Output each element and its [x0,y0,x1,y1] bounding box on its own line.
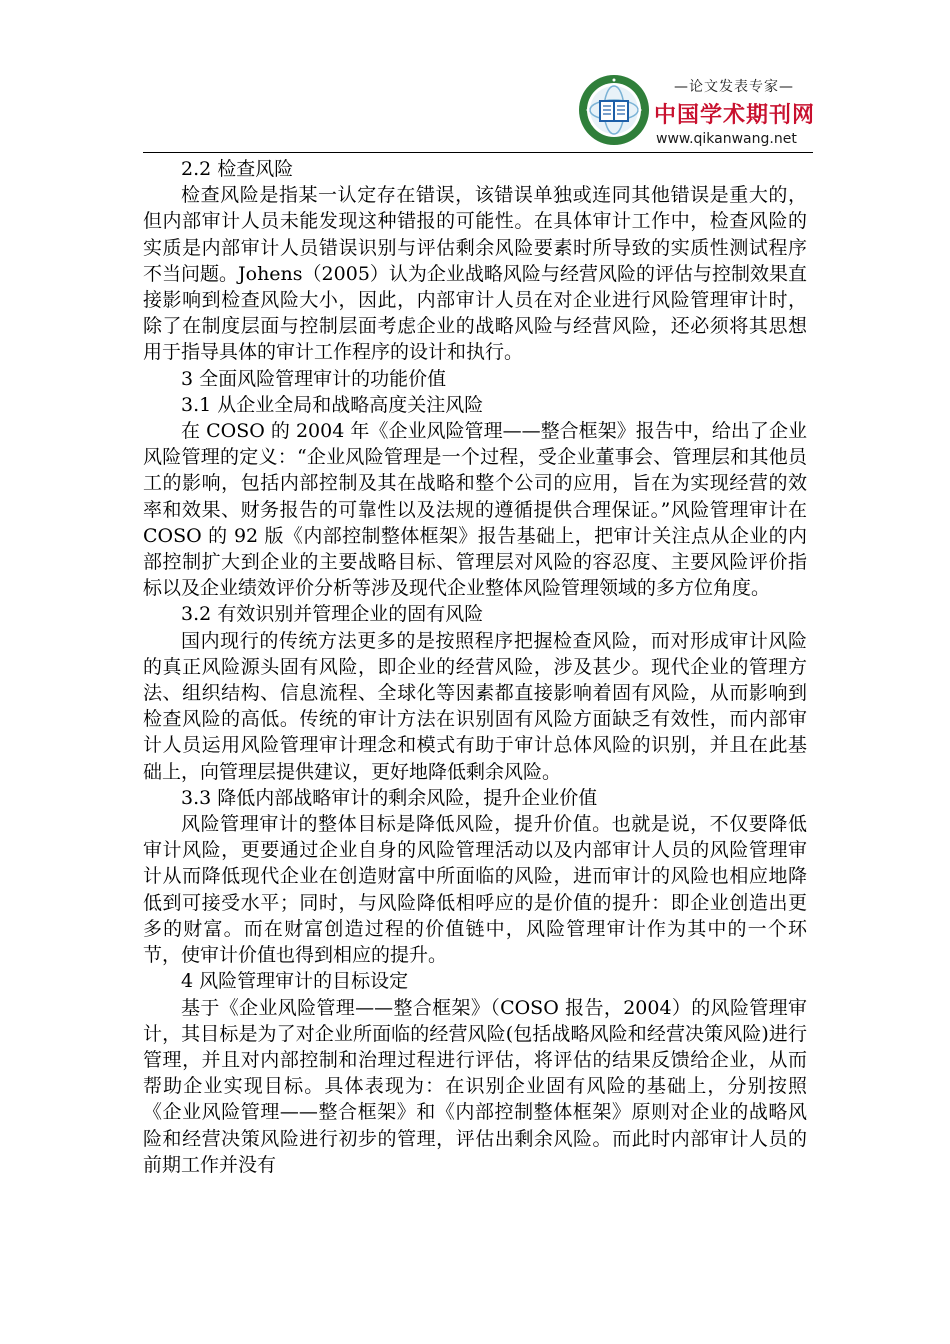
paragraph: 风险管理审计的整体目标是降低风险，提升价值。也就是说，不仅要降低审计风险，更要通过企业自身的风险管理活动以及内部审计人员的风险管理审计从而降低现代企业在创造财富中所面临的风险，进而审计的风险也相应地降低到可接受水平；同时，与风险降低相呼应的是价值的提升：即企业创造出更多的财富。而在财富创造过程的价值链中，风险管理审计作为其中的一个环节，使审计价值也得到相应的提升。 [143,813,807,967]
section-heading: 3.2 有效识别并管理企业的固有风险 [181,603,484,626]
section-heading: 3 全面风险管理审计的功能价值 [181,367,447,390]
paragraph: 检查风险是指某一认定存在错误，该错误单独或连同其他错误是重大的，但内部审计人员未能发现这种错报的可能性。在具体审计工作中，检查风险的实质是内部审计人员错误识别与评估剩余风险要素时所导致的实质性测试程序不当问题。Johens（2005）认为企业战略风险与经营风险的评估与控制效果直接影响到检查风险大小，因此，内部审计人员在对企业进行风险管理审计时，除了在制度层面与控制层面考虑企业的战略风险与经营风险，还必须将其思想用于指导具体的审计工作程序的设计和执行。 [143,184,807,364]
header-brand: 中国学术期刊网 [654,103,816,128]
section-heading: 3.1 从企业全局和战略高度关注风险 [181,393,484,416]
document-body [143,156,807,1178]
paragraph: 在 COSO 的 2004 年《企业风险管理——整合框架》报告中，给出了企业风险管理的定义：“企业风险管理是一个过程，受企业董事会、管理层和其他员工的影响，包括内部控制及其在战略和整个公司的应用，旨在为实现经营的效率和效果、财务报告的可靠性以及法规的遵循提供合理保证。”风险管理审计在 COSO 的 92 版《内部控制整体框架》报告基础上，把审计关注点从企业的内部控制扩大到企业的主要战略目标、管理层对风险的容忍度、主要风险评价指标以及企业绩效评价分析等涉及现代企业整体风险管理领域的多方位角度。 [143,420,807,600]
logo-seal-icon [578,74,650,146]
header-site-url: www.qikanwang.net [656,131,797,147]
section-heading: 4 风险管理审计的目标设定 [181,970,409,993]
header-logo [578,70,814,152]
header-tagline: —论文发表专家— [674,79,794,95]
section-heading: 3.3 降低内部战略审计的剩余风险，提升企业价值 [181,786,598,809]
header-rule [143,152,813,153]
paragraph: 国内现行的传统方法更多的是按照程序把握检查风险，而对形成审计风险的真正风险源头固有风险，即企业的经营风险，涉及甚少。现代企业的管理方法、组织结构、信息流程、全球化等因素都直接影响着固有风险，从而影响到检查风险的高低。传统的审计方法在识别固有风险方面缺乏有效性，而内部审计人员运用风险管理审计理念和模式有助于审计总体风险的识别，并且在此基础上，向管理层提供建议，更好地降低剩余风险。 [143,629,807,783]
section-heading: 2.2 检查风险 [181,158,294,180]
paragraph: 基于《企业风险管理——整合框架》（COSO 报告，2004）的风险管理审计，其目标是为了对企业所面临的经营风险(包括战略风险和经营决策风险)进行管理，并且对内部控制和治理过程进行评估，将评估的结果反馈给企业，从而帮助企业实现目标。具体表现为：在识别企业固有风险的基础上，分别按照《企业风险管理——整合框架》和《内部控制整体框架》原则对企业的战略风险和经营决策风险进行初步的管理，评估出剩余风险。而此时内部审计人员的前期工作并没有 [143,996,807,1176]
